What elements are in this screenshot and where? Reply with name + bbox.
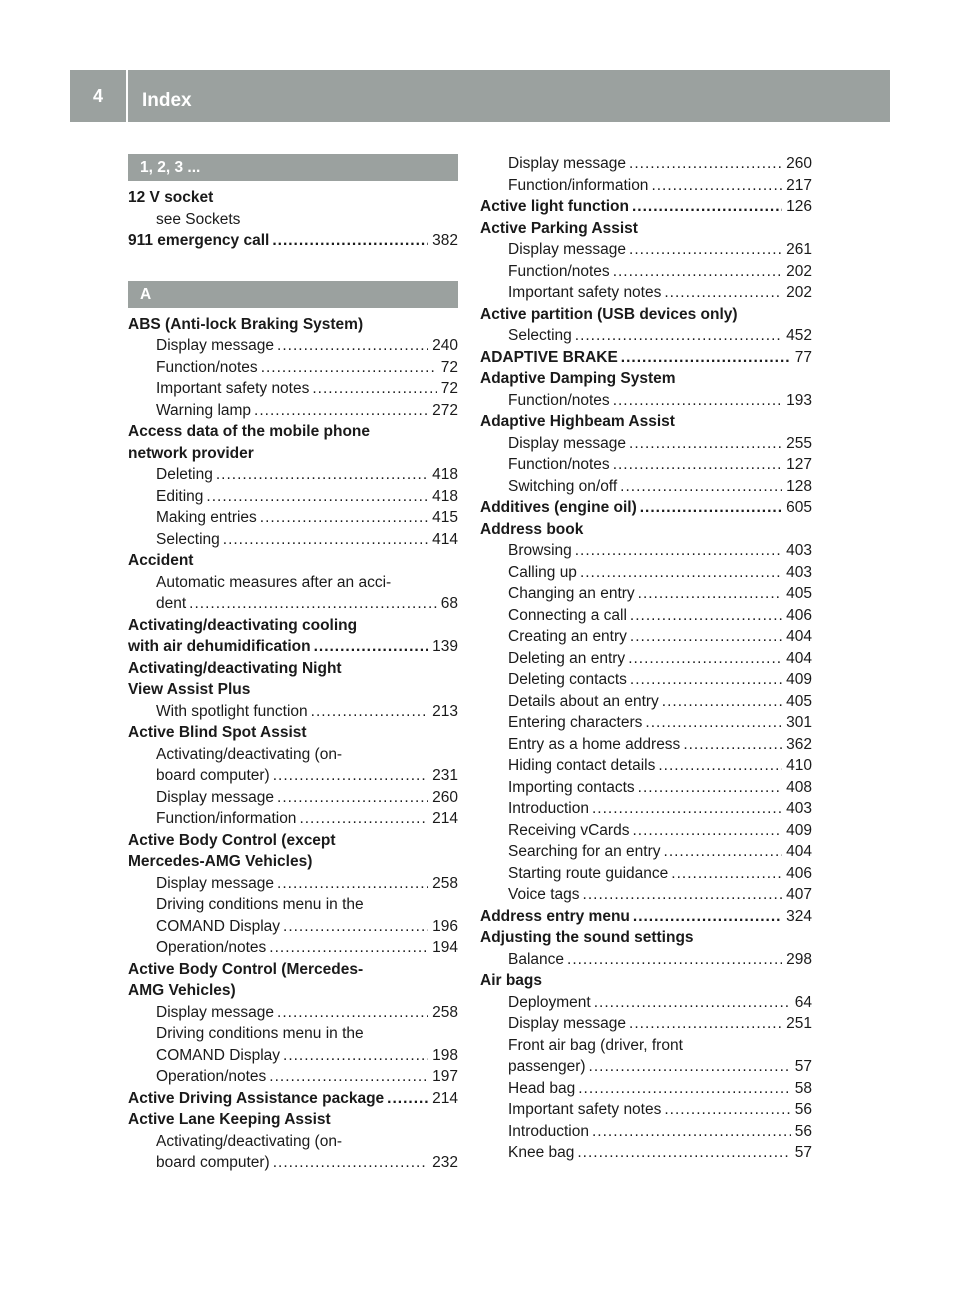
index-subentry [480, 1142, 812, 1164]
page-ref: 198 [432, 1046, 458, 1064]
entry-text: Deleting ..... [156, 464, 428, 486]
entry-text: Making entries ..... [156, 507, 428, 529]
page-ref: 232 [432, 1154, 458, 1171]
entry-text: Editing ..... [156, 486, 428, 508]
entry-text: Display message ..... [156, 787, 428, 809]
page-ref: 405 [786, 585, 812, 602]
page-ref: 324 [786, 907, 812, 925]
entry-text: Warning lamp ..... [156, 400, 428, 422]
index-entry: network provider [128, 444, 254, 462]
index-subentry [480, 153, 812, 175]
index-subentry [480, 992, 812, 1014]
index-column-left [128, 154, 458, 1174]
entry-text: Hiding contact details ..... [508, 755, 782, 777]
page-ref: 404 [786, 649, 812, 667]
index-subentry [480, 626, 812, 648]
section-header-a: A [128, 281, 458, 308]
index-subentry [480, 1078, 812, 1100]
page-ref: 260 [432, 788, 458, 806]
entry-text: Display message ..... [156, 873, 428, 895]
index-entry: Adaptive Damping System [480, 370, 676, 387]
page-ref: 409 [786, 821, 812, 839]
page-ref: 405 [786, 692, 812, 710]
page-ref: 68 [440, 595, 458, 612]
page-ref: 272 [432, 401, 458, 419]
entry-text: dent ..... [156, 593, 437, 615]
entry-text: Creating an entry ..... [508, 626, 782, 648]
page-number: 4 [92, 85, 103, 106]
index-subentry [480, 669, 812, 691]
index-subentry [480, 1013, 812, 1035]
page-ref: 406 [786, 606, 812, 624]
index-entry: Access data of the mobile phone [128, 423, 371, 440]
index-subentry [128, 873, 458, 895]
index-subentry [128, 464, 458, 486]
page-ref: 261 [786, 241, 812, 258]
index-entry: Accident [128, 552, 194, 569]
index-entry [480, 347, 812, 369]
index-subentry: see Sockets [156, 210, 241, 228]
index-subentry: Driving conditions menu in the [156, 1025, 364, 1042]
entry-text: Knee bag ..... [508, 1142, 791, 1164]
entry-text: Searching for an entry ..... [508, 841, 782, 863]
index-subentry [480, 777, 812, 799]
entry-text: Introduction ..... [508, 1121, 791, 1143]
entry-text: Head bag ..... [508, 1078, 791, 1100]
index-subentry: Front air bag (driver, front [508, 1036, 683, 1054]
index-subentry [128, 1002, 458, 1024]
index-entry [480, 497, 812, 519]
entry-text: Display message ..... [508, 1013, 782, 1035]
entry-text: Connecting a call ..... [508, 605, 782, 627]
entry-text: Important safety notes ..... [508, 1099, 791, 1121]
page-ref: 202 [786, 262, 812, 280]
entry-text: Display message ..... [156, 335, 428, 357]
page-ref: 406 [786, 864, 812, 882]
entry-text: Function/notes ..... [508, 454, 782, 476]
index-entry [128, 1088, 458, 1110]
entry-text: Deleting an entry ..... [508, 648, 782, 670]
entry-text: Details about an entry ..... [508, 691, 782, 713]
entry-text: Display message ..... [508, 153, 782, 175]
entry-text: Important safety notes ..... [156, 378, 437, 400]
page-ref: 409 [786, 671, 812, 688]
page-ref: 128 [786, 477, 812, 495]
page-ref: 196 [432, 917, 458, 935]
entry-text: with air dehumidification ..... [128, 636, 428, 658]
entry-text: ADAPTIVE BRAKE ..... [480, 347, 791, 369]
page-ref: 213 [432, 702, 458, 720]
page-ref: 255 [786, 434, 812, 452]
entry-text: Changing an entry ..... [508, 583, 782, 605]
page-ref: 407 [786, 886, 812, 903]
index-subentry [128, 916, 458, 938]
entry-text: Function/information ..... [156, 808, 428, 830]
index-subentry [480, 325, 812, 347]
header-bar [70, 70, 890, 122]
entry-text: Function/information ..... [508, 175, 782, 197]
index-subentry [128, 765, 458, 787]
index-entry: 12 V socket [128, 189, 214, 206]
index-entry: Active Lane Keeping Assist [128, 1111, 331, 1128]
index-subentry [128, 593, 458, 615]
index-subentry [128, 378, 458, 400]
index-entry: Activating/deactivating Night [128, 659, 342, 677]
entry-text: Receiving vCards ..... [508, 820, 782, 842]
index-entry: Active Body Control (Mercedes- [128, 960, 364, 978]
entry-text: board computer) ..... [156, 765, 428, 787]
entry-text: Active Driving Assistance package ..... [128, 1088, 428, 1110]
index-subentry [128, 486, 458, 508]
page-ref: 298 [786, 950, 812, 968]
page-ref: 403 [786, 563, 812, 581]
entry-text: Introduction ..... [508, 798, 782, 820]
page-ref: 251 [786, 1015, 812, 1032]
index-subentry [480, 454, 812, 476]
index-entry: Mercedes-AMG Vehicles) [128, 853, 313, 870]
entry-text: Function/notes ..... [156, 357, 437, 379]
entry-text: Display message ..... [508, 433, 782, 455]
page-ref: 258 [432, 1003, 458, 1021]
page-ref: 260 [786, 155, 812, 172]
index-subentry [128, 808, 458, 830]
page-ref: 362 [786, 735, 812, 753]
index-subentry [480, 691, 812, 713]
page-ref: 240 [432, 337, 458, 354]
page-title: Index [142, 90, 192, 111]
page-ref: 418 [432, 487, 458, 505]
page-ref: 64 [794, 993, 812, 1011]
entry-text: passenger) ..... [508, 1056, 791, 1078]
index-subentry [480, 884, 812, 906]
entry-text: Operation/notes ..... [156, 937, 428, 959]
entry-text: Function/notes ..... [508, 390, 782, 412]
index-subentry [480, 390, 812, 412]
index-subentry [128, 1066, 458, 1088]
index-subentry [480, 863, 812, 885]
page-ref: 408 [786, 778, 812, 796]
page-ref: 127 [786, 456, 812, 473]
index-column-right [480, 153, 812, 1164]
entry-text: Function/notes ..... [508, 261, 782, 283]
entry-text: Balance ..... [508, 949, 782, 971]
page-ref: 415 [432, 509, 458, 526]
index-subentry [480, 261, 812, 283]
index-entry: Adaptive Highbeam Assist [480, 413, 675, 430]
index-entry: Adjusting the sound settings [480, 929, 694, 946]
index-subentry: Automatic measures after an acci- [156, 573, 392, 591]
entry-text: Address entry menu ..... [480, 906, 782, 928]
entry-text: Important safety notes ..... [508, 282, 782, 304]
entry-text: Active light function ..... [480, 196, 782, 218]
index-entry: ABS (Anti-lock Braking System) [128, 315, 364, 333]
page-ref: 418 [432, 466, 458, 483]
index-subentry [480, 605, 812, 627]
index-entry: Active partition (USB devices only) [480, 305, 738, 323]
entry-text: Entering characters ..... [508, 712, 782, 734]
page-ref: 231 [432, 767, 458, 784]
index-subentry [480, 175, 812, 197]
entry-text: Deleting contacts ..... [508, 669, 782, 691]
index-subentry [128, 335, 458, 357]
header-divider [126, 70, 128, 122]
index-subentry [128, 1152, 458, 1174]
index-subentry [128, 937, 458, 959]
index-entry: View Assist Plus [128, 681, 251, 698]
index-entry: Address book [480, 520, 584, 538]
index-subentry [480, 583, 812, 605]
index-subentry [480, 820, 812, 842]
entry-text: COMAND Display ..... [156, 916, 428, 938]
index-subentry [480, 712, 812, 734]
index-subentry [480, 1099, 812, 1121]
index-subentry: Activating/deactivating (on- [156, 745, 343, 763]
page-ref: 72 [440, 358, 458, 376]
page-ref: 202 [786, 284, 812, 301]
entry-text: Starting route guidance ..... [508, 863, 782, 885]
page-ref: 410 [786, 757, 812, 774]
entry-text: Selecting ..... [156, 529, 428, 551]
index-subentry [480, 282, 812, 304]
page-ref: 403 [786, 800, 812, 817]
index-subentry [128, 357, 458, 379]
index-subentry [480, 433, 812, 455]
index-subentry [480, 239, 812, 261]
index-subentry [128, 507, 458, 529]
index-subentry [128, 400, 458, 422]
index-subentry [480, 1056, 812, 1078]
entry-text: Calling up ..... [508, 562, 782, 584]
entry-text: Deployment ..... [508, 992, 791, 1014]
index-subentry: Driving conditions menu in the [156, 896, 364, 913]
page-ref: 77 [794, 348, 812, 366]
entry-text: With spotlight function ..... [156, 701, 428, 723]
page-ref: 404 [786, 843, 812, 860]
index-subentry [128, 529, 458, 551]
page-ref: 301 [786, 714, 812, 731]
page-ref: 194 [432, 939, 458, 956]
index-subentry [128, 787, 458, 809]
index-subentry [480, 755, 812, 777]
index-subentry: Activating/deactivating (on- [156, 1132, 343, 1150]
page-ref: 193 [786, 391, 812, 409]
index-entry [480, 196, 812, 218]
entry-text: COMAND Display ..... [156, 1045, 428, 1067]
index-entry [128, 636, 458, 658]
index-entry: Active Parking Assist [480, 219, 638, 237]
page-ref: 452 [786, 327, 812, 344]
index-entry: Air bags [480, 972, 543, 989]
index-subentry [480, 734, 812, 756]
entry-text: board computer) ..... [156, 1152, 428, 1174]
page-ref: 403 [786, 542, 812, 559]
page-ref: 217 [786, 176, 812, 194]
page-ref: 126 [786, 198, 812, 215]
index-subentry [480, 841, 812, 863]
entry-text: Operation/notes ..... [156, 1066, 428, 1088]
section-header-numbers: 1, 2, 3 ... [128, 154, 458, 181]
page-ref: 57 [794, 1058, 812, 1075]
index-entry: Active Blind Spot Assist [128, 724, 307, 741]
page-ref: 404 [786, 628, 812, 645]
page-ref: 414 [432, 530, 458, 548]
page-ref: 258 [432, 874, 458, 892]
page-ref: 56 [794, 1122, 812, 1140]
index-entry: AMG Vehicles) [128, 982, 236, 999]
page-ref: 197 [432, 1068, 458, 1085]
page-ref: 56 [794, 1101, 812, 1118]
page-ref: 72 [440, 380, 458, 397]
page-ref: 139 [432, 638, 458, 655]
entry-text: Selecting ..... [508, 325, 782, 347]
index-entry [480, 906, 812, 928]
entry-text: Voice tags ..... [508, 884, 782, 906]
index-subentry [480, 476, 812, 498]
page-ref: 605 [786, 499, 812, 516]
index-subentry [480, 562, 812, 584]
page-ref: 58 [794, 1079, 812, 1097]
entry-text: Additives (engine oil) ..... [480, 497, 782, 519]
page-ref: 214 [432, 810, 458, 827]
index-subentry [128, 1045, 458, 1067]
index-subentry [128, 701, 458, 723]
page-ref: 214 [432, 1089, 458, 1107]
index-subentry [480, 798, 812, 820]
index-entry [128, 230, 458, 252]
entry-text: Display message ..... [156, 1002, 428, 1024]
page-ref: 57 [794, 1144, 812, 1161]
entry-text: 911 emergency call ..... [128, 230, 428, 252]
index-subentry [480, 949, 812, 971]
index-subentry [480, 1121, 812, 1143]
entry-text: Importing contacts ..... [508, 777, 782, 799]
index-entry: Activating/deactivating cooling [128, 616, 358, 634]
entry-text: Browsing ..... [508, 540, 782, 562]
entry-text: Switching on/off ..... [508, 476, 782, 498]
entry-text: Entry as a home address ..... [508, 734, 782, 756]
page-ref: 382 [432, 232, 458, 249]
index-entry: Active Body Control (except [128, 831, 336, 849]
entry-text: Display message ..... [508, 239, 782, 261]
index-subentry [480, 648, 812, 670]
index-subentry [480, 540, 812, 562]
